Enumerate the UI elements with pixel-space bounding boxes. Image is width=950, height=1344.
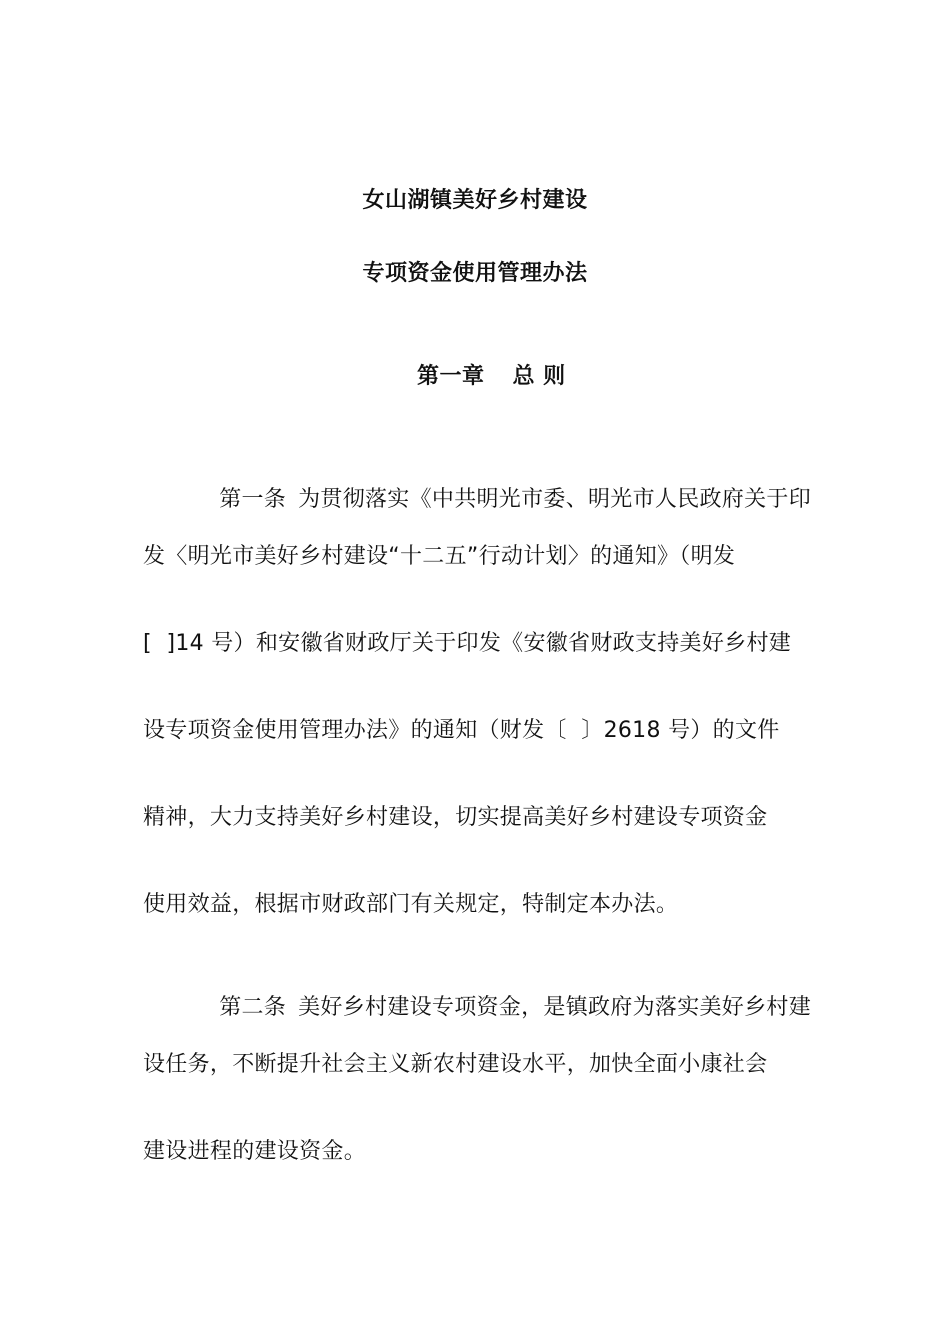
article-1-line-5: 精神，大力支持美好乡村建设，切实提高美好乡村建设专项资金 — [143, 805, 768, 830]
article-2-line-3: 建设进程的建设资金。 — [143, 1139, 367, 1164]
article-1-label: 第一条 — [219, 487, 287, 512]
article-2-label: 第二条 — [219, 995, 287, 1020]
document-title: 女山湖镇美好乡村建设 — [362, 188, 588, 213]
article-1-line-3: [ ]14 号）和安徽省财政厅关于印发《安徽省财政支持美好乡村建 — [143, 631, 792, 656]
chapter-name: 总 则 — [512, 364, 566, 389]
article-1-line-6: 使用效益，根据市财政部门有关规定，特制定本办法。 — [143, 892, 679, 917]
article-1-line-1 — [190, 455, 813, 545]
chapter-number: 第一章 — [416, 364, 485, 389]
chapter-heading — [0, 332, 950, 422]
article-2-line-1 — [190, 963, 813, 1053]
article-2-line-2: 设任务，不断提升社会主义新农村建设水平，加快全面小康社会 — [143, 1052, 768, 1077]
article-1-line-4: 设专项资金使用管理办法》的通知（财发〔 〕2618 号）的文件 — [143, 718, 780, 743]
article-1-text: 为贯彻落实《中共明光市委、明光市人民政府关于印 — [298, 487, 811, 512]
article-2-text: 美好乡村建设专项资金，是镇政府为落实美好乡村建 — [298, 995, 811, 1020]
article-1-line-2: 发〈明光市美好乡村建设“十二五”行动计划〉的通知》（明发 — [143, 544, 736, 569]
document-subtitle: 专项资金使用管理办法 — [362, 261, 588, 286]
